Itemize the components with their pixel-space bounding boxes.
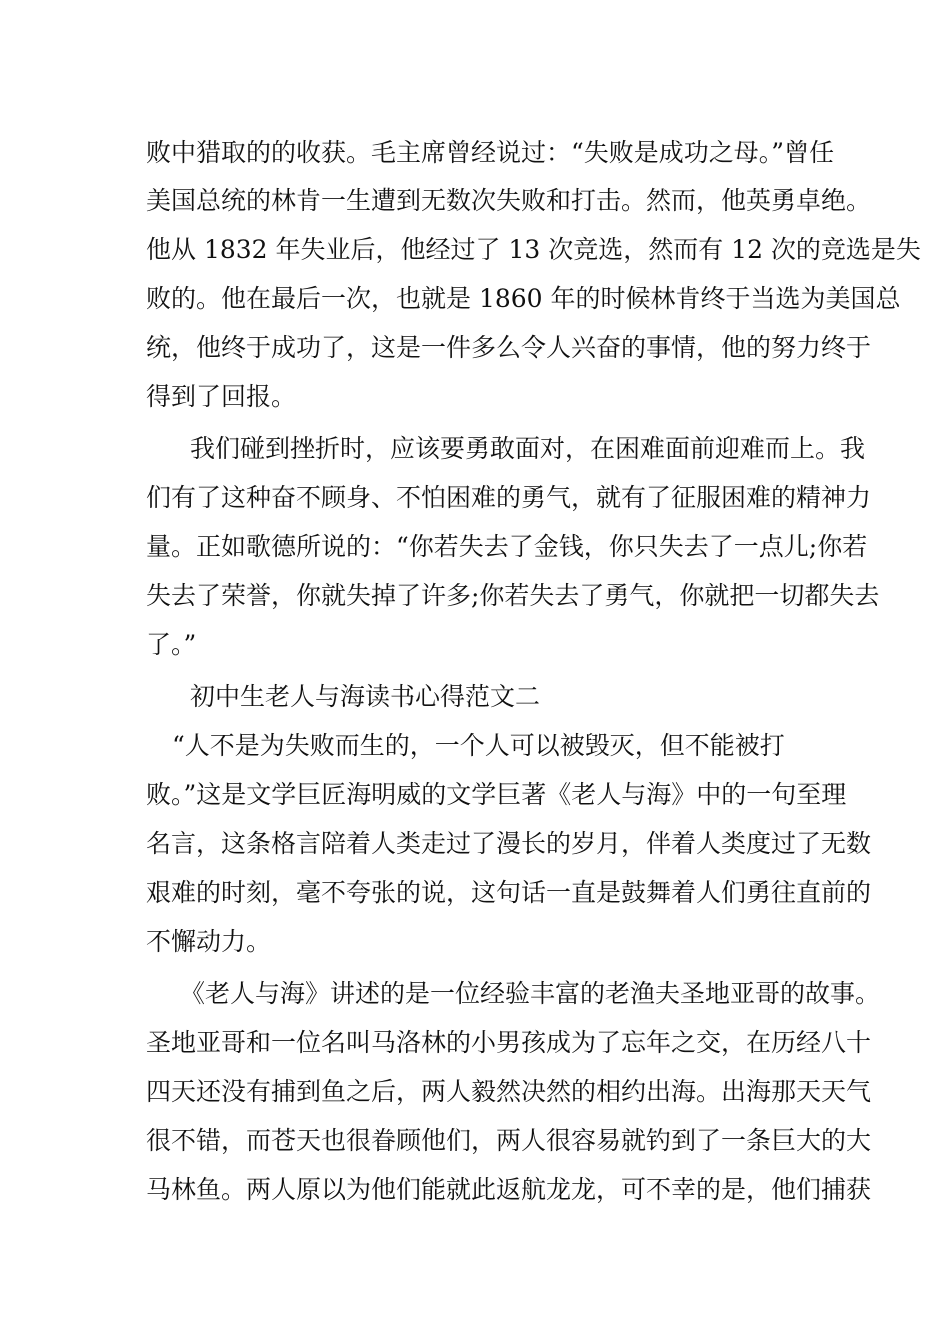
text-line: 马林鱼。两人原以为他们能就此返航龙龙，可不幸的是，他们捕获 [146, 1175, 872, 1204]
text-line: 了。” [146, 630, 197, 659]
text-line: 败。”这是文学巨匠海明威的文学巨著《老人与海》中的一句至理 [146, 780, 847, 809]
paragraph-start-line: “人不是为失败而生的，一个人可以被毁灭，但不能被打 [172, 731, 785, 760]
text-line: 统，他终于成功了，这是一件多么令人兴奋的事情，他的努力终于 [146, 333, 872, 362]
text-line: 很不错，而苍天也很眷顾他们，两人很容易就钓到了一条巨大的大 [146, 1126, 872, 1155]
text-line: 失去了荣誉，你就失掉了许多;你若失去了勇气，你就把一切都失去 [146, 581, 880, 610]
text-line: 败中猎取的的收获。毛主席曾经说过：“失败是成功之母。”曾任 [146, 138, 835, 167]
text-line: 得到了回报。 [146, 382, 297, 411]
text-line: 量。正如歌德所说的：“你若失去了金钱，你只失去了一点儿;你若 [146, 532, 868, 561]
text-line: 艰难的时刻，毫不夸张的说，这句话一直是鼓舞着人们勇往直前的 [146, 878, 872, 907]
text-line: 圣地亚哥和一位名叫马洛林的小男孩成为了忘年之交，在历经八十 [146, 1028, 872, 1057]
text-line: 他从 1832 年失业后，他经过了 13 次竞选，然而有 12 次的竞选是失 [146, 235, 921, 264]
text-line: 名言，这条格言陪着人类走过了漫长的岁月，伴着人类度过了无数 [146, 829, 872, 858]
paragraph-start-line: 《老人与海》讲述的是一位经验丰富的老渔夫圣地亚哥的故事。 [180, 979, 881, 1008]
text-line: 败的。他在最后一次，也就是 1860 年的时候林肯终于当选为美国总 [146, 284, 901, 313]
paragraph-start-line: 我们碰到挫折时，应该要勇敢面对，在困难面前迎难而上。我 [190, 434, 866, 463]
text-line: 们有了这种奋不顾身、不怕困难的勇气，就有了征服困难的精神力 [146, 483, 872, 512]
text-line: 美国总统的林肯一生遭到无数次失败和打击。然而，他英勇卓绝。 [146, 186, 872, 215]
text-line: 四天还没有捕到鱼之后，两人毅然决然的相约出海。出海那天天气 [146, 1077, 872, 1106]
section-heading: 初中生老人与海读书心得范文二 [190, 682, 541, 711]
text-line: 不懈动力。 [146, 927, 272, 956]
